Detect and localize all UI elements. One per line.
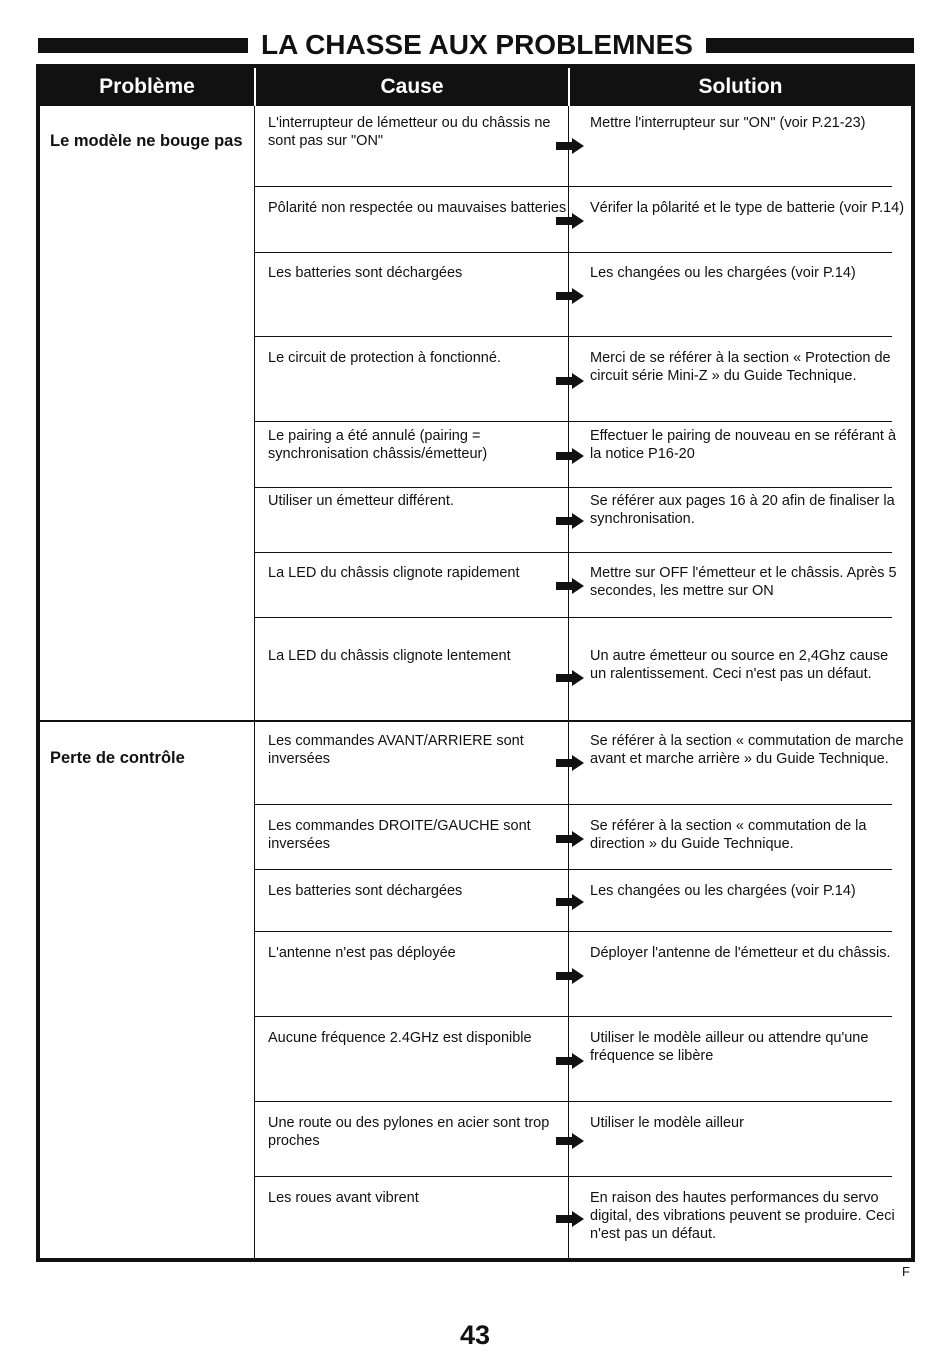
table-row-solution: Mettre l'interrupteur sur "ON" (voir P.21-23) (590, 115, 866, 131)
arrow-right-icon (556, 831, 584, 847)
table-row-cause: L'antenne n'est pas déployée (268, 945, 456, 961)
page-title-banner (38, 28, 914, 62)
table-row-cause: Les commandes DROITE/GAUCHE sont inversées (268, 818, 531, 852)
table-row-cause: Une route ou des pylones en acier sont trop proches (268, 1115, 550, 1149)
table-row-cause: L'interrupteur de lémetteur ou du châssis ne sont pas sur "ON" (268, 115, 551, 149)
title-bar-left (38, 38, 248, 53)
table-row-solution: En raison des hautes performances du servo digital, des vibrations peuvent se produire. Ceci n'est pas un défaut. (590, 1190, 895, 1242)
arrow-right-icon (556, 513, 584, 529)
table-row-solution: Les changées ou les chargées (voir P.14) (590, 883, 856, 899)
table-row-solution: Vérifer la pôlarité et le type de batterie (voir P.14) (590, 200, 905, 216)
table-header (40, 68, 911, 106)
arrow-right-icon (556, 1053, 584, 1069)
table-row-solution: Se référer à la section « commutation de marche avant et marche arrière » du Guide Technique. (590, 733, 904, 767)
table-row-solution: Déployer l'antenne de l'émetteur et du châssis. (590, 945, 891, 961)
table-row-solution: Se référer à la section « commutation de la direction » du Guide Technique. (590, 818, 867, 852)
arrow-right-icon (556, 138, 584, 154)
table-row-solution: Mettre sur OFF l'émetteur et le châssis. Après 5 secondes, les mettre sur ON (590, 565, 897, 599)
table-row-cause: Les batteries sont déchargées (268, 883, 463, 899)
page-title: LA CHASSE AUX PROBLEMNES (261, 29, 693, 60)
arrow-right-icon (556, 894, 584, 910)
table-row-solution: Se référer aux pages 16 à 20 afin de finaliser la synchronisation. (590, 493, 895, 527)
table-row-cause: Pôlarité non respectée ou mauvaises batteries (268, 200, 567, 216)
arrow-right-icon (556, 755, 584, 771)
table-row-cause: Les roues avant vibrent (268, 1190, 419, 1206)
table-row-solution: Utiliser le modèle ailleur ou attendre qu'une fréquence se libère (590, 1030, 869, 1064)
arrow-right-icon (556, 1133, 584, 1149)
problem-loss-of-control: Perte de contrôle (50, 749, 185, 767)
table-row-cause: Les batteries sont déchargées (268, 265, 463, 281)
arrow-right-icon (556, 578, 584, 594)
header-solution: Solution (698, 75, 783, 98)
title-bar-right (706, 38, 914, 53)
arrow-right-icon (556, 373, 584, 389)
table-row-solution: Utiliser le modèle ailleur (590, 1115, 744, 1131)
table-row-cause: Utiliser un émetteur différent. (268, 493, 454, 509)
arrow-right-icon (556, 448, 584, 464)
table-row-solution: Merci de se référer à la section « Protection de circuit série Mini-Z » du Guide Technique. (590, 350, 891, 384)
header-problem: Problème (99, 75, 195, 98)
table-row-cause: La LED du châssis clignote lentement (268, 648, 511, 664)
table-row-cause: La LED du châssis clignote rapidement (268, 565, 520, 581)
header-cause: Cause (380, 75, 444, 98)
arrow-right-icon (556, 670, 584, 686)
page-number: 43 (459, 1320, 491, 1350)
table-row-cause: Aucune fréquence 2.4GHz est disponible (268, 1030, 532, 1046)
table-row-cause: Le pairing a été annulé (pairing = synchronisation châssis/émetteur) (268, 428, 488, 462)
table-row-cause: Le circuit de protection à fonctionné. (268, 350, 501, 366)
troubleshooting-table (36, 64, 915, 1262)
table-row-solution: Un autre émetteur ou source en 2,4Ghz cause un ralentissement. Ceci n'est pas un défaut. (590, 648, 889, 682)
arrow-right-icon (556, 213, 584, 229)
table-row-cause: Les commandes AVANT/ARRIERE sont inversées (268, 733, 524, 767)
arrow-right-icon (556, 1211, 584, 1227)
table-row-solution: Les changées ou les chargées (voir P.14) (590, 265, 856, 281)
arrow-right-icon (556, 968, 584, 984)
problem-model-not-moving: Le modèle ne bouge pas (50, 132, 243, 150)
arrow-right-icon (556, 288, 584, 304)
language-letter: F (902, 1264, 910, 1279)
table-row-solution: Effectuer le pairing de nouveau en se référant à la notice P16-20 (590, 428, 897, 462)
